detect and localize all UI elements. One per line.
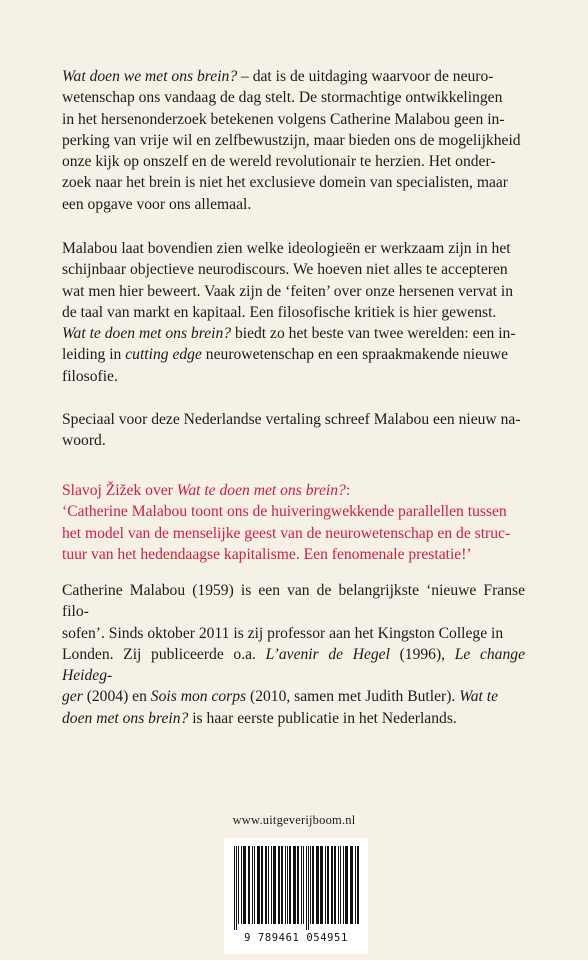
barcode-bar xyxy=(345,846,348,924)
zizek-quote xyxy=(62,480,525,565)
barcode-bar xyxy=(271,846,272,924)
barcode-bar xyxy=(268,846,269,924)
text-line: Speciaal voor deze Nederlandse vertaling schreef Malabou een nieuw na- xyxy=(62,411,521,428)
barcode-digits: 9 789461 054951 xyxy=(244,932,348,944)
barcode-bar xyxy=(285,846,286,924)
book-title-italic: doen met ons brein? xyxy=(62,709,189,727)
barcode-bar xyxy=(236,846,237,930)
barcode-bar xyxy=(234,846,235,930)
barcode-bar xyxy=(287,846,288,924)
barcode-bar xyxy=(334,846,336,924)
text-line: wetenschap ons vandaag de dag stelt. De stormachtige ontwikkelingen xyxy=(62,89,503,107)
barcode-bar xyxy=(297,846,299,924)
barcode-bar xyxy=(340,846,341,924)
barcode-bar xyxy=(355,846,356,924)
text-line: Slavoj Žižek over Wat te doen met ons brein?: xyxy=(62,482,351,499)
text-line: Wat te doen met ons brein? biedt zo het beste van twee werelden: een in- xyxy=(62,325,516,343)
barcode-bar xyxy=(303,846,304,924)
book-title-italic: Wat doen we met ons brein? xyxy=(62,68,238,85)
barcode-bar xyxy=(331,846,333,924)
text-line: sofen’. Sinds oktober 2011 is zij professor aan het Kingston College in xyxy=(62,624,504,642)
afterword-paragraph xyxy=(62,409,525,452)
ideology-paragraph xyxy=(62,238,525,387)
text-line: schijnbaar objectieve neurodiscours. We hoeven niet alles te accepteren xyxy=(62,261,508,279)
text-line: perking van vrije wil en zelfbewustzijn, maar bieden ons de mogelijkheid xyxy=(62,131,521,149)
barcode-bar xyxy=(357,846,359,924)
text-line: in het hersenonderzoek betekenen volgens Catherine Malabou geen in- xyxy=(62,110,505,128)
barcode-bar xyxy=(310,846,311,924)
barcode-bar xyxy=(238,846,239,924)
text-line: doen met ons brein? is haar eerste publicatie in het Nederlands. xyxy=(62,709,457,727)
barcode-bar xyxy=(241,846,242,924)
barcode-bar xyxy=(243,846,246,924)
book-title-italic: Wat te doen met ons brein? xyxy=(176,482,346,499)
text-line: zoek naar het brein is niet het exclusieve domein van specialisten, maar xyxy=(62,174,508,192)
barcode-bar xyxy=(257,846,260,924)
text-line: woord. xyxy=(62,432,106,450)
barcode-bar xyxy=(316,846,319,924)
text-line: het model van de menselijke geest van de neurowetenschap en de struc- xyxy=(62,524,511,542)
barcode-bar xyxy=(308,846,309,930)
text-line: de taal van markt en kapitaal. Een filosofische kritiek is hier gewenst. xyxy=(62,303,497,321)
text-line: leiding in cutting edge neurowetenschap en een spraakmakende nieuwe xyxy=(62,346,509,364)
barcode-bar xyxy=(325,846,326,924)
barcode-bar xyxy=(261,846,263,924)
book-title-italic: Wat te doen met ons brein? xyxy=(62,325,232,343)
text-line: onze kijk op onszelf en de wereld revolutionair te herzien. Het onder- xyxy=(62,153,496,171)
barcode-bar xyxy=(312,846,314,924)
barcode-bar xyxy=(338,846,339,924)
barcode-bar xyxy=(343,846,344,924)
text-line: filosofie. xyxy=(62,367,118,385)
text-line: wat men hier beweert. Vaak zijn de ‘feiten’ over onze hersenen vervat in xyxy=(62,282,513,300)
barcode-bar xyxy=(327,846,329,924)
barcode-bar xyxy=(248,846,250,924)
barcode-bar xyxy=(306,846,307,930)
barcode-bar xyxy=(273,846,276,924)
intro-paragraph xyxy=(62,66,525,215)
barcode-bar xyxy=(320,846,323,924)
barcode-icon xyxy=(232,846,360,930)
text-line: Malabou laat bovendien zien welke ideologieën er werkzaam zijn in het xyxy=(62,240,511,257)
author-bio xyxy=(62,580,525,729)
isbn-barcode xyxy=(224,838,368,954)
publisher-url[interactable]: www.uitgeverijboom.nl xyxy=(232,813,356,827)
text-line: ‘Catherine Malabou toont ons de huiveringwekkende parallellen tussen xyxy=(62,503,507,521)
text-line: ger (2004) en Sois mon corps (2010, samen met Judith Butler). Wat te xyxy=(62,688,499,706)
barcode-bar xyxy=(350,846,353,924)
text-line: Catherine Malabou (1959) is een van de belangrijkste ‘nieuwe Franse filo- xyxy=(62,582,525,621)
barcode-bar xyxy=(281,846,283,924)
text-line: een opgave voor ons allemaal. xyxy=(62,195,252,213)
barcode-bar xyxy=(301,846,302,924)
barcode-bar xyxy=(293,846,296,924)
barcode-bar xyxy=(254,846,255,924)
text-line: Londen. Zij publiceerde o.a. L’avenir de Hegel (1996), Le change Heideg- xyxy=(62,645,525,685)
barcode-bar xyxy=(265,846,267,924)
text-line: tuur van het hedendaagse kapitalisme. Een fenomenale prestatie!’ xyxy=(62,545,472,563)
barcode-bar xyxy=(289,846,291,924)
barcode-bar xyxy=(278,846,280,924)
barcode-bar xyxy=(252,846,253,924)
text-line: Wat doen we met ons brein? – dat is de uitdaging waarvoor de neuro- xyxy=(62,68,494,85)
